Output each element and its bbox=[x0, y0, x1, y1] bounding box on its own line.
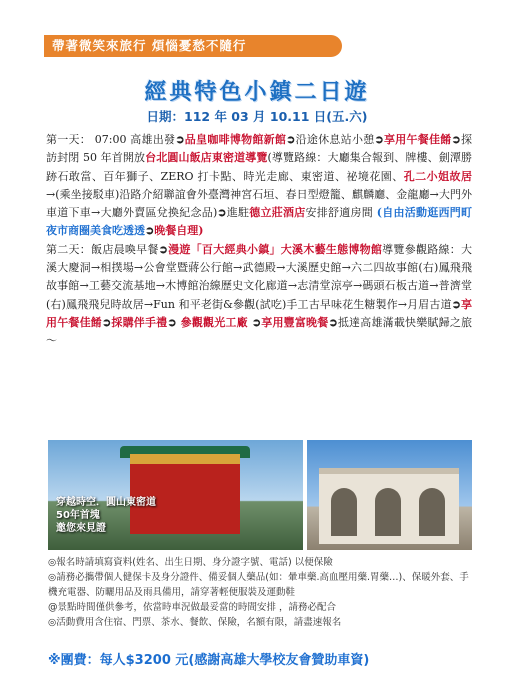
day2-label: 第二天： bbox=[46, 242, 92, 256]
page-title: 經典特色小鎮二日遊 bbox=[144, 80, 370, 105]
note-item: @景點時間僅供參考，依當時車況做最妥當的時間安排 ，請務必配合 bbox=[48, 602, 337, 613]
arrow-icon: ➲ bbox=[374, 133, 384, 146]
flyer bbox=[30, 25, 484, 675]
tour-price: ※團費：每人$3200 元(感謝高雄大學校友會贊助車資) bbox=[48, 653, 370, 668]
notes bbox=[48, 555, 472, 630]
arrow-icon: ➲ bbox=[451, 133, 461, 146]
daxi-street-photo bbox=[307, 440, 472, 550]
arrow-icon: ➲ bbox=[167, 315, 177, 329]
note-item: ◎請務必攜帶個人健保卡及身分證件、備妥個人藥品(如：暈車藥.高血壓用藥.胃藥…)、保暖外套、手機充電器、防曬用品及雨具備用，請穿著輕便服裝及運動鞋 bbox=[48, 572, 469, 598]
arrow-icon: ➲ bbox=[175, 133, 185, 146]
itinerary bbox=[46, 131, 472, 351]
photo-caption: 穿越時空．圓山東密道 50年首塊 邀您來見證 bbox=[56, 497, 156, 534]
trip-date: 日期：112 年 03 月 10.11 日(五.六) bbox=[146, 109, 368, 124]
photo-strip bbox=[48, 440, 472, 550]
arrow-icon: ➲ bbox=[101, 315, 112, 329]
arrow-icon: ➲ bbox=[251, 315, 262, 329]
grand-hotel-photo bbox=[48, 440, 303, 550]
day1-label: 第一天： bbox=[46, 133, 92, 146]
day2-paragraph: 第二天：飯店晨喚早餐➲漫遊「百大經典小鎮」大溪木藝生態博物館導覽參觀路線：大溪大慶洞→相撲場→公會堂暨蔣公行館→武德殿→大溪歷史館→六二四故事館(右)鳳飛飛故事館→工藝交流基地→木博館治線歷史文化廊道→志清堂涼亭→碼頭石板古道→普濟堂(右)鳳飛飛兒時故居→Fun 和平老街&參觀(試吃)手工古早味花生糖製作→月眉古道➲享用午餐佳餚➲採購伴手禮➲ 參觀觀光工廠 ➲享用豐富晚餐➲抵達高雄滿載快樂賦歸之旅～ bbox=[46, 242, 473, 348]
day1-paragraph: 第一天： 07:00 高雄出發➲品皇咖啡博物館新館➲沿途休息站小憩➲享用午餐佳餚➲探訪封閉 50 年首開放台北圓山飯店東密道導覽(導覽路線：大廳集合報到、牌樓、劍潭勝跡石敢當、百年獅子、ZERO 打卡點、時光走廊、東密道、祕境花園、孔二小姐故居→(乘坐接駁車)沿路介紹聯誼會外臺灣神宮石垣、春日型燈籠、麒麟廳、金龍廳→大門外車道下車→大廳外賣區兌換紀念品)➲進駐德立莊酒店安排舒適房間 (自由活動逛西門町夜市商圈美食吃透透➲晚餐自理) bbox=[46, 133, 473, 238]
arrow-icon: ➲ bbox=[451, 297, 461, 311]
note-item: ◎活動費用含住宿、門票、茶水、餐飲、保險，名額有限，請盡速報名 bbox=[48, 617, 342, 628]
arrow-icon: ➲ bbox=[328, 315, 338, 329]
note-item: ◎報名時請填寫資料(姓名、出生日期、身分證字號、電話) 以便保險 bbox=[48, 557, 333, 568]
slogan-banner: 帶著微笑來旅行 煩惱憂愁不隨行 bbox=[44, 35, 342, 57]
arrow-icon: ➲ bbox=[286, 133, 296, 146]
arrow-icon: ➲ bbox=[158, 242, 168, 256]
arrow-icon: ➲ bbox=[145, 224, 155, 238]
arrow-icon: ➲ bbox=[217, 206, 227, 220]
